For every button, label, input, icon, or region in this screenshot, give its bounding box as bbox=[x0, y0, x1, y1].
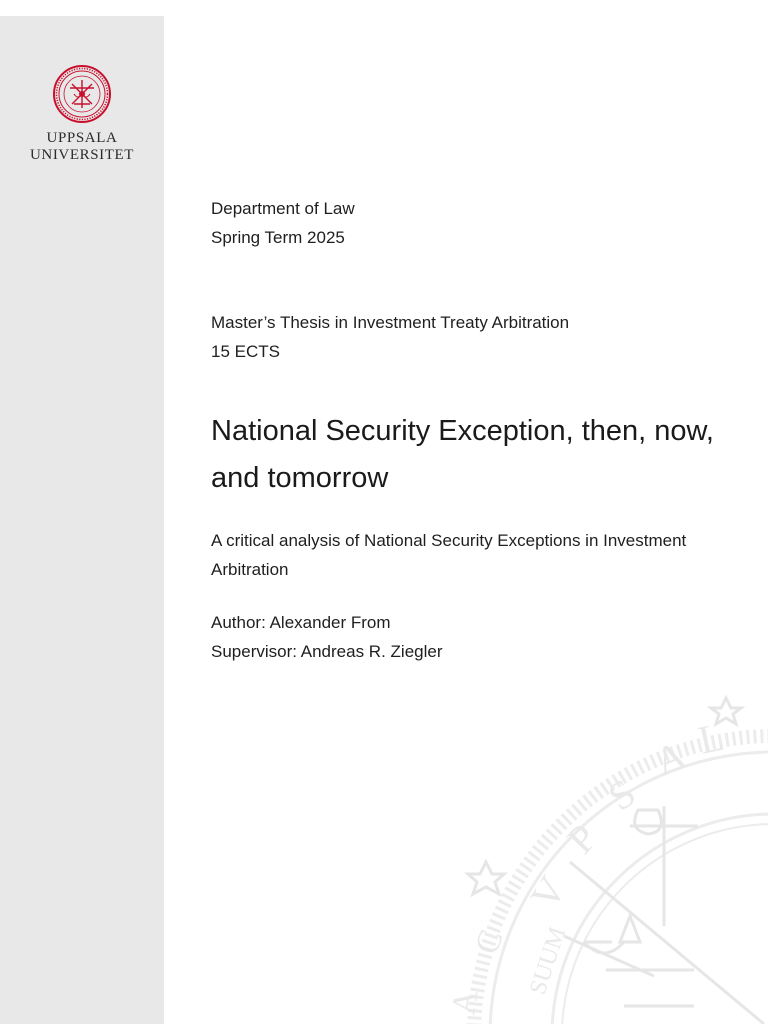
svg-text:P: P bbox=[558, 814, 606, 863]
cover-content bbox=[211, 194, 759, 666]
thesis-subtitle bbox=[211, 526, 759, 584]
university-name-line2: UNIVERSITET bbox=[29, 147, 135, 163]
thesis-type: Master’s Thesis in Investment Treaty Arbitration bbox=[211, 313, 570, 332]
svg-text:A: A bbox=[648, 731, 693, 785]
author-block bbox=[211, 608, 759, 666]
svg-text:S: S bbox=[599, 769, 644, 820]
subtitle-line1: A critical analysis of National Security Exceptions in Investment bbox=[211, 531, 687, 550]
svg-text:C: C bbox=[468, 925, 511, 959]
university-logo bbox=[20, 64, 144, 164]
author-name: Author: Alexander From bbox=[211, 613, 391, 632]
supervisor-name: Supervisor: Andreas R. Ziegler bbox=[211, 642, 443, 661]
gray-sidebar bbox=[0, 16, 164, 1024]
subtitle-line2: Arbitration bbox=[211, 560, 289, 579]
department-name: Department of Law bbox=[211, 199, 355, 218]
thesis-credits: 15 ECTS bbox=[211, 342, 280, 361]
svg-text:SUUM: SUUM bbox=[524, 923, 572, 998]
term: Spring Term 2025 bbox=[211, 228, 345, 247]
title-line1: National Security Exception, then, now, bbox=[211, 415, 714, 447]
university-seal-watermark-icon bbox=[434, 676, 768, 1024]
svg-text:V: V bbox=[521, 868, 575, 917]
university-name-line1: UPPSALA bbox=[46, 130, 118, 146]
title-line2: and tomorrow bbox=[211, 462, 389, 494]
thesis-title bbox=[211, 408, 759, 502]
university-seal-icon bbox=[52, 64, 112, 124]
svg-text:A: A bbox=[445, 987, 486, 1018]
svg-text:L: L bbox=[694, 713, 728, 763]
